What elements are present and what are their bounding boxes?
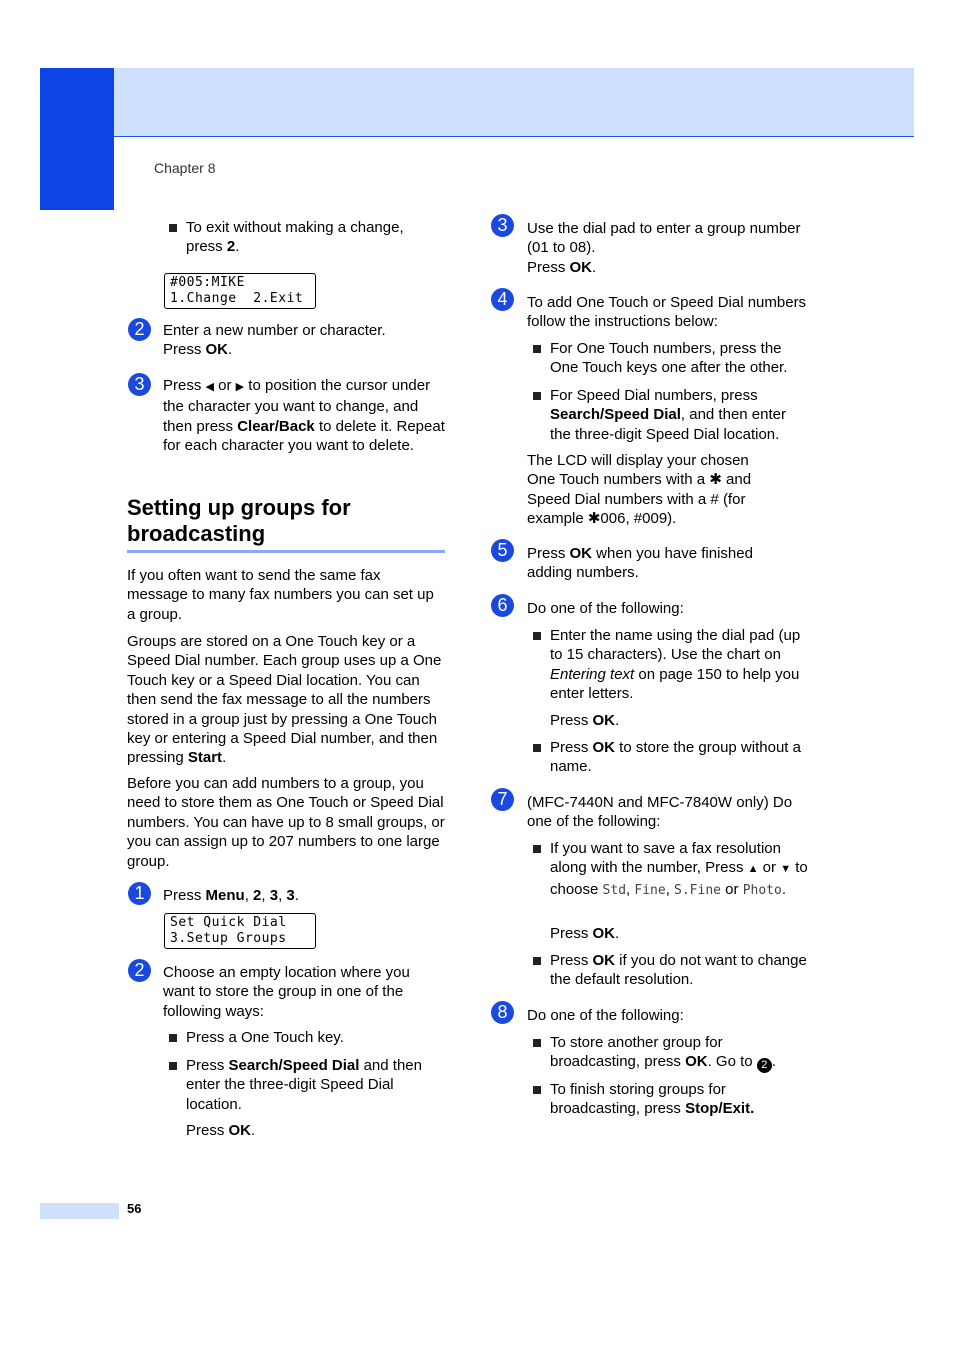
step-7-marker: 7 — [491, 788, 514, 811]
groups-paragraph: Groups are stored on a One Touch key or a Speed Dial number. Each group uses up a One Touch key or a Speed Dial location. You can then send the fax message to all the numbers stored in a group just by pressing a One Touch key or entering a Speed Dial number, and then pressing Start. — [127, 633, 442, 767]
chapter-label: Chapter 8 — [154, 160, 216, 176]
intro-paragraph: If you often want to send the same fax message to many fax numbers you can set up a group. — [127, 567, 434, 623]
before-paragraph: Before you can add numbers to a group, you need to store them as One Touch or Speed Dial numbers. You can have up to 8 small groups, or you can assign up to 207 numbers to one large group. — [127, 775, 445, 870]
step-4-marker: 4 — [491, 288, 514, 311]
step-6-marker: 6 — [491, 594, 514, 617]
step-2-text: Enter a new number or character. Press OK. — [163, 322, 386, 359]
press-ok-left: Press OK. — [186, 1122, 256, 1139]
section-heading: Setting up groups for broadcasting — [127, 495, 351, 546]
step-7-text: (MFC-7440N and MFC-7840W only) Do one of the following: — [527, 794, 793, 831]
default-resolution-bullet: Press OK if you do not want to change the default resolution. — [550, 951, 812, 990]
step-2-marker: 2 — [128, 318, 151, 341]
press-ok-s6: Press OK. — [550, 712, 620, 729]
lcd-display-edit: #005:MIKE 1.Change 2.Exit — [164, 273, 316, 309]
step-8-marker: 8 — [491, 1001, 514, 1024]
group-step-1-marker: 1 — [128, 882, 151, 905]
group-step-2-marker: 2 — [128, 959, 151, 982]
left-arrow-icon: ◀ — [205, 381, 214, 393]
page-number: 56 — [127, 1201, 142, 1216]
group-step-1-text: Press Menu, 2, 3, 3. — [163, 887, 299, 904]
one-touch-bullet: Press a One Touch key. — [186, 1028, 446, 1047]
heading-rule — [127, 550, 445, 553]
enter-name-bullet: Enter the name using the dial pad (up to 15 characters). Use the chart on Entering text on page 150 to help you enter letters. — [550, 626, 812, 704]
step-3-text: Press ◀ or ▶ to position the cursor under the character you want to change, and then press Clear/Back to delete it. Repeat for each character you want to delete. — [163, 377, 445, 455]
speed-dial-bullet: Press Search/Speed Dial and then enter the three-digit Speed Dial location. — [186, 1056, 446, 1114]
group-step-2-text: Choose an empty location where you want to store the group in one of the following ways: — [163, 964, 410, 1020]
store-without-name-bullet: Press OK to store the group without a name. — [550, 738, 812, 777]
right-arrow-icon: ▶ — [235, 381, 245, 393]
footer-bar — [40, 1203, 119, 1219]
speed-dial-numbers-bullet: For Speed Dial numbers, press Search/Speed Dial, and then enter the three-digit Speed Dial location. — [550, 386, 810, 444]
resolution-bullet: If you want to save a fax resolution along with the number, Press ▲ or ▼ to choose Std, Fine, S.Fine or Photo. — [550, 839, 812, 900]
lcd-note: The LCD will display your chosen One Touch numbers with a ✱ and Speed Dial numbers with a # (for example ✱006, #009). — [527, 452, 752, 528]
step-5-marker: 5 — [491, 539, 514, 562]
down-arrow-icon: ▼ — [780, 863, 792, 876]
finish-bullet: To finish storing groups for broadcasting, press Stop/Exit. — [550, 1080, 812, 1119]
another-group-bullet: To store another group for broadcasting, press OK. Go to 2 . — [550, 1033, 812, 1073]
step-8-text: Do one of the following: — [527, 1007, 684, 1024]
step-5-text: Press OK when you have finished adding numbers. — [527, 545, 753, 582]
step-3-right-marker: 3 — [491, 214, 514, 237]
lcd-display-setup: Set Quick Dial 3.Setup Groups — [164, 913, 316, 949]
up-arrow-icon: ▲ — [747, 863, 759, 876]
step-4-text: To add One Touch or Speed Dial numbers follow the instructions below: — [527, 294, 807, 331]
step-6-text: Do one of the following: — [527, 600, 684, 617]
step-3-right-text: Use the dial pad to enter a group number (01 to 08). Press OK. — [527, 220, 801, 276]
step-3-marker: 3 — [128, 373, 151, 396]
press-ok-s7: Press OK. — [550, 925, 620, 942]
step-ref-icon: 2 — [757, 1058, 772, 1073]
one-touch-numbers-bullet: For One Touch numbers, press the One Touch keys one after the other. — [550, 339, 810, 378]
exit-bullet: To exit without making a change, press 2. — [186, 218, 436, 257]
